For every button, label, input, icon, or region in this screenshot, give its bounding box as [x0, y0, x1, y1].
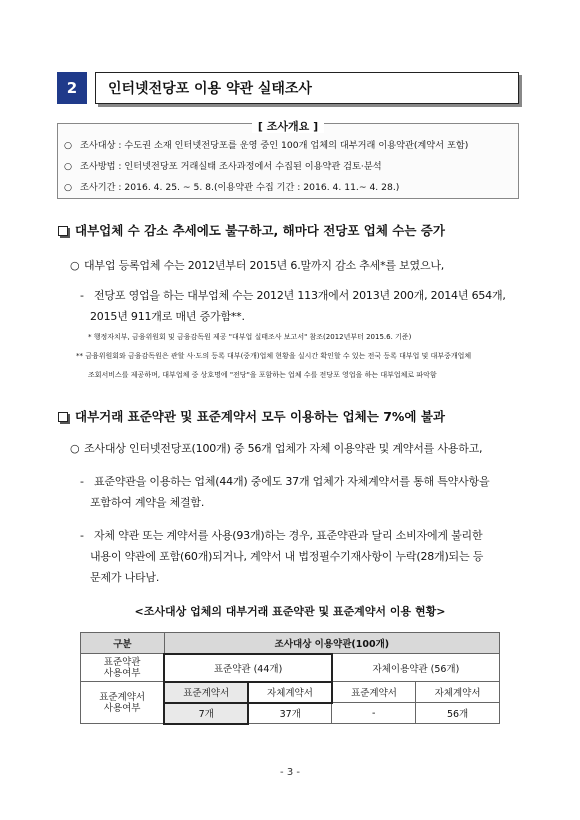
table-cell: 37개 [248, 703, 332, 724]
usage-status-table [80, 632, 500, 725]
footnote: ** 금융위원회와 금융감독원은 관할 사·도의 등록 대부(중개)업체 현황을 실시간 확인할 수 있는 전국 등록 대부업 및 대부중개업체 [76, 352, 472, 360]
survey-overview-box [57, 120, 519, 199]
finding-text: 내용이 약관에 포함(60개)되거나, 계약서 내 법정필수기재사항이 누락(28개)되는 등 [90, 550, 484, 563]
finding-text: - 표준약관을 이용하는 업체(44개) 중에도 37개 업체가 자체계약서를 통해 특약사항을 [80, 475, 490, 488]
checkbox-square-icon [58, 412, 68, 422]
finding-heading: 대부업체 수 감소 추세에도 불구하고, 해마다 전당포 업체 수는 증가 [58, 221, 445, 239]
table-cell: 자체계약서 [248, 682, 332, 703]
table-cell: 표준계약서 [332, 682, 416, 703]
footnote: * 행정자치부, 금융위원회 및 금융감독원 제공 "대부업 실태조사 보고서" 참조(2012년부터 2015.6. 기준) [88, 333, 412, 341]
table-header-cell: 구분 [81, 633, 165, 654]
finding-text: 문제가 나타남. [90, 571, 160, 584]
checkbox-square-icon [58, 226, 68, 236]
table-cell: - [332, 703, 416, 724]
section-number: 2 [57, 72, 87, 104]
survey-title: [ 조사개요 ] [252, 120, 324, 133]
finding-text: ○ 대부업 등록업체 수는 2012년부터 2015년 6.말까지 감소 추세*를 보였으나, [70, 259, 445, 272]
section-header [57, 72, 519, 104]
table-cell: 자체계약서 [416, 682, 500, 703]
table-cell: 7개 [164, 703, 248, 724]
table-row-label: 표준약관 사용여부 [81, 654, 165, 682]
finding-text: 포함하여 계약을 체결함. [90, 496, 205, 509]
survey-line: ○ 조사방법 : 인터넷전당포 거래실태 조사과정에서 수집된 이용약관 검토·분석 [64, 161, 382, 172]
table-row [81, 633, 500, 654]
table-header-cell: 조사대상 이용약관(100개) [164, 633, 499, 654]
table-cell: 표준계약서 [164, 682, 248, 703]
finding-heading: 대부거래 표준약관 및 표준계약서 모두 이용하는 업체는 7%에 불과 [58, 407, 445, 425]
table-cell: 표준약관 (44개) [164, 654, 332, 682]
finding-text: ○ 조사대상 인터넷전당포(100개) 중 56개 업체가 자체 이용약관 및 계약서를 사용하고, [70, 442, 483, 455]
table-row-label: 표준계약서 사용여부 [81, 682, 165, 724]
survey-line: ○ 조사대상 : 수도권 소재 인터넷전당포를 운영 중인 100개 업체의 대부거래 이용약관(계약서 포함) [64, 140, 469, 151]
footnote: 조회서비스를 제공하며, 대부업체 중 상호명에 "전당"을 포함하는 업체 수를 전당포 영업을 하는 대부업체로 파악함 [88, 371, 437, 379]
table-cell: 자체이용약관 (56개) [332, 654, 500, 682]
table-row [81, 654, 500, 682]
survey-line: ○ 조사기간 : 2016. 4. 25. ~ 5. 8.(이용약관 수집 기간 : 2016. 4. 11.~ 4. 28.) [64, 182, 400, 193]
section-title: 인터넷전당포 이용 약관 실태조사 [95, 72, 519, 104]
table-cell: 56개 [416, 703, 500, 724]
finding-text: - 전당포 영업을 하는 대부업체 수는 2012년 113개에서 2013년 200개, 2014년 654개, [80, 289, 506, 302]
page-number: - 3 - [280, 767, 300, 778]
table-title: <조사대상 업체의 대부거래 표준약관 및 표준계약서 이용 현황> [134, 605, 446, 618]
finding-text: - 자체 약관 또는 계약서를 사용(93개)하는 경우, 표준약관과 달리 소비자에게 불리한 [80, 529, 483, 542]
finding-text: 2015년 911개로 매년 증가함**. [90, 310, 245, 323]
table-row [81, 682, 500, 703]
